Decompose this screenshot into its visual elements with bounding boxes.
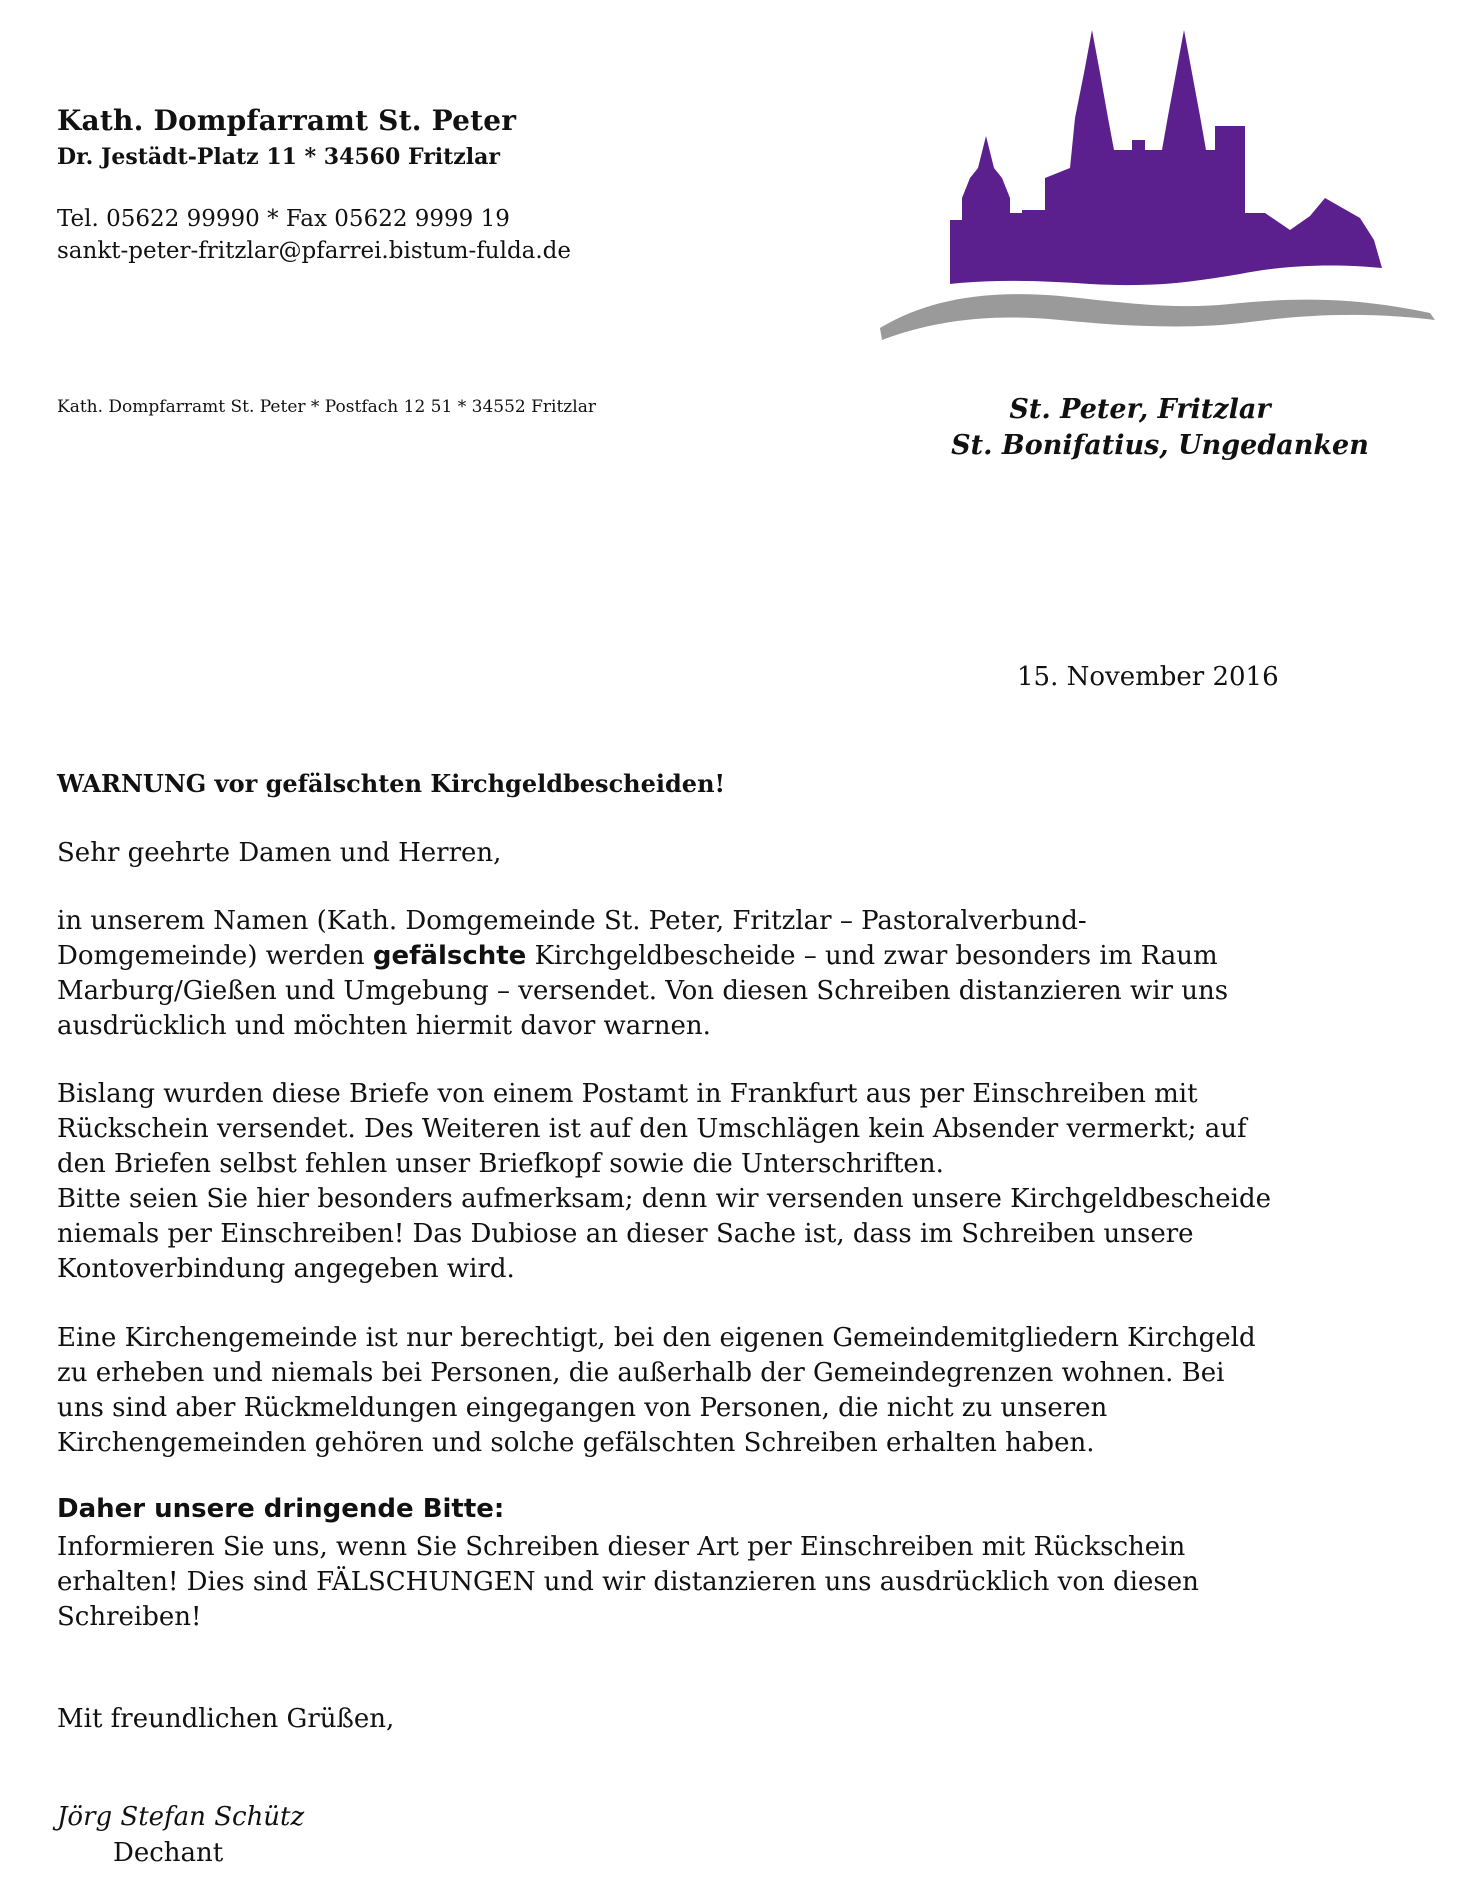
signer-name: Jörg Stefan Schütz <box>57 1802 305 1832</box>
text-span: Kirchgeldbescheide – und zwar besonders im Raum <box>526 941 1218 971</box>
parish-name-fritzlar: St. Peter, Fritzlar <box>1009 394 1271 425</box>
paragraph-line: Eine Kirchengemeinde ist nur berechtigt, bei den eigenen Gemeindemitgliedern Kirchgeld <box>57 1323 1256 1353</box>
text-span: Domgemeinde) werden <box>57 941 373 971</box>
closing-phrase: Mit freundlichen Grüßen, <box>57 1704 395 1734</box>
paragraph-line <box>57 939 1228 974</box>
paragraph-4 <box>57 1530 1199 1635</box>
paragraph-line: Bislang wurden diese Briefe von einem Postamt in Frankfurt aus per Einschreiben mit <box>57 1079 1198 1109</box>
church-icon <box>950 30 1382 288</box>
emphasized-word: gefälschte <box>372 941 527 971</box>
salutation: Sehr geehrte Damen und Herren, <box>57 838 502 868</box>
church-silhouette-logo <box>870 28 1440 348</box>
paragraph-line: den Briefen selbst fehlen unser Briefkopf sowie die Unterschriften. <box>57 1149 944 1179</box>
letter-date: 15. November 2016 <box>1017 662 1279 692</box>
paragraph-line: zu erheben und niemals bei Personen, die außerhalb der Gemeindegrenzen wohnen. Bei <box>57 1358 1225 1388</box>
sender-address: Dr. Jestädt-Platz 11 * 34560 Fritzlar <box>57 144 500 170</box>
paragraph-line: in unserem Namen (Kath. Domgemeinde St. Peter, Fritzlar – Pastoralverbund- <box>57 906 1087 936</box>
paragraph-line: Kontoverbindung angegeben wird. <box>57 1254 515 1284</box>
paragraph-line: ausdrücklich und möchten hiermit davor warnen. <box>57 1011 711 1041</box>
paragraph-line: niemals per Einschreiben! Das Dubiose an dieser Sache ist, dass im Schreiben unsere <box>57 1219 1194 1249</box>
sender-email: sankt-peter-fritzlar@pfarrei.bistum-fulda.de <box>57 238 572 264</box>
paragraph-line: Bitte seien Sie hier besonders aufmerksam; denn wir versenden unsere Kirchgeldbescheide <box>57 1184 1272 1214</box>
paragraph-line: Marburg/Gießen und Umgebung – versendet. Von diesen Schreiben distanzieren wir uns <box>57 976 1229 1006</box>
paragraph-line: uns sind aber Rückmeldungen eingegangen von Personen, die nicht zu unseren <box>57 1393 1108 1423</box>
paragraph-line: Informieren Sie uns, wenn Sie Schreiben dieser Art per Einschreiben mit Rückschein <box>57 1532 1186 1562</box>
paragraph-1 <box>57 904 1228 1044</box>
river-band-icon <box>880 294 1435 340</box>
paragraph-line: erhalten! Dies sind FÄLSCHUNGEN und wir distanzieren uns ausdrücklich von diesen <box>57 1567 1199 1597</box>
paragraph-line: Rückschein versendet. Des Weiteren ist auf den Umschlägen kein Absender vermerkt; auf <box>57 1114 1247 1144</box>
sender-name: Kath. Dompfarramt St. Peter <box>57 104 517 137</box>
letter-subject: WARNUNG vor gefälschten Kirchgeldbescheiden! <box>57 769 726 798</box>
parish-name-ungedanken: St. Bonifatius, Ungedanken <box>951 430 1369 461</box>
sender-phone-fax: Tel. 05622 99990 * Fax 05622 9999 19 <box>57 206 510 232</box>
paragraph-line: Schreiben! <box>57 1602 202 1632</box>
signer-title: Dechant <box>113 1838 224 1868</box>
paragraph-line: Kirchengemeinden gehören und solche gefälschten Schreiben erhalten haben. <box>57 1428 1095 1458</box>
paragraph-3 <box>57 1321 1256 1461</box>
return-address-line: Kath. Dompfarramt St. Peter * Postfach 12 51 * 34552 Fritzlar <box>57 397 596 417</box>
paragraph-2 <box>57 1077 1271 1287</box>
plea-heading: Daher unsere dringende Bitte: <box>57 1494 505 1524</box>
